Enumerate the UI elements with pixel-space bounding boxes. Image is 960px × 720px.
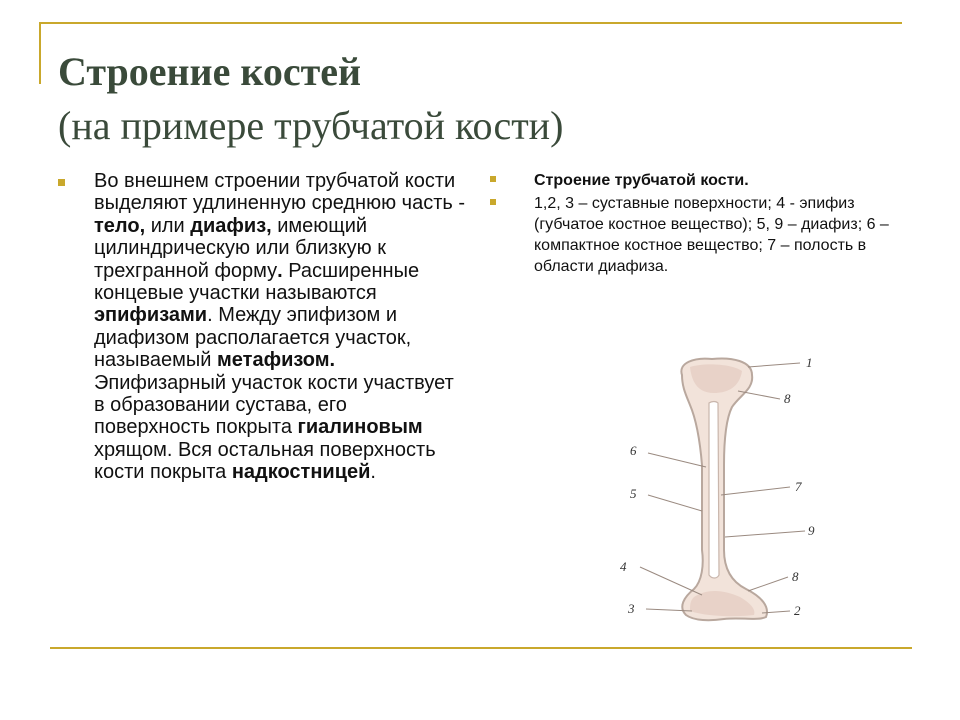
left-seg-12: хрящом. Вся остальная поверхность кости покрыта bbox=[94, 438, 436, 484]
left-seg-0: Во внешнем строении трубчатой кости выделяют удлиненную среднюю часть - bbox=[94, 170, 465, 215]
label-3: 3 bbox=[628, 601, 635, 616]
left-seg-2: или bbox=[145, 214, 191, 237]
label-6: 6 bbox=[630, 443, 637, 458]
title-sub: (на примере трубчатой кости) bbox=[58, 103, 564, 148]
left-seg-14: . bbox=[370, 461, 376, 484]
left-paragraph-text bbox=[94, 170, 465, 483]
title-main: Строение костей bbox=[58, 49, 362, 94]
term-diafiz: диафиз, bbox=[190, 214, 272, 237]
term-metafizom: метафизом. bbox=[217, 349, 336, 372]
right-legend: 1,2, 3 – суставные поверхности; 4 - эпифиз (губчатое костное вещество); 5, 9 – диафиз; 6 – компактное костное вещество; 7 – полость в области диафиза. bbox=[534, 195, 889, 275]
bullet-square-icon bbox=[490, 176, 496, 182]
left-divider bbox=[39, 22, 41, 84]
bullet-square-icon bbox=[490, 199, 496, 205]
bullet-square-icon bbox=[58, 179, 65, 186]
right-column bbox=[497, 170, 897, 277]
top-divider bbox=[40, 22, 902, 24]
right-legend-item bbox=[497, 193, 897, 277]
label-7: 7 bbox=[795, 479, 802, 494]
right-heading-item bbox=[497, 170, 897, 191]
bottom-divider bbox=[50, 647, 912, 649]
bone-svg bbox=[590, 345, 840, 635]
bone-diagram bbox=[590, 345, 840, 635]
left-seg-8: . Между эпифизом и диафизом располагается участок, называемый bbox=[94, 304, 412, 372]
left-seg-10: Эпифизарный участок кости участвует в образовании сустава, его поверхность покрыта bbox=[94, 371, 454, 439]
left-paragraph bbox=[56, 170, 466, 484]
label-4: 4 bbox=[620, 559, 627, 574]
bone-outline bbox=[681, 359, 767, 621]
left-seg-6: Расширенные концевые участки называются bbox=[94, 259, 420, 305]
term-telo: тело, bbox=[94, 214, 146, 237]
label-1: 1 bbox=[806, 355, 813, 370]
bold-period: . bbox=[277, 259, 283, 282]
term-gialinovym: гиалиновым bbox=[297, 416, 423, 439]
left-column bbox=[56, 170, 466, 484]
medullary-cavity bbox=[709, 402, 719, 579]
right-heading: Строение трубчатой кости. bbox=[534, 172, 749, 189]
left-seg-4: имеющий цилиндрическую или близкую к трехгранной форму bbox=[94, 214, 386, 282]
label-9: 9 bbox=[808, 523, 815, 538]
label-2: 2 bbox=[794, 603, 801, 618]
slide-title bbox=[58, 44, 878, 152]
term-nadkostnitsey: надкостницей bbox=[231, 461, 371, 484]
label-8-bottom: 8 bbox=[792, 569, 799, 584]
label-5: 5 bbox=[630, 486, 637, 501]
label-8-top: 8 bbox=[784, 391, 791, 406]
term-epifizami: эпифизами bbox=[94, 304, 208, 327]
